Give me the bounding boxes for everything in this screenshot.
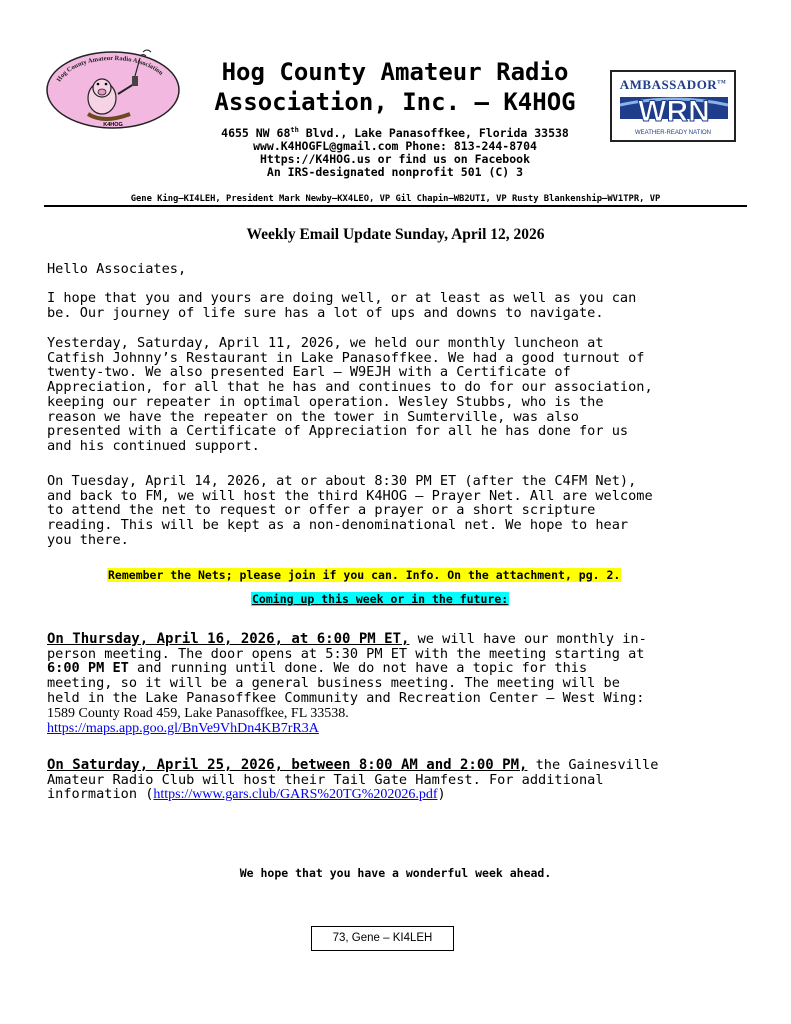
coming-up-heading: Coming up this week or in the future:: [252, 592, 509, 606]
wrn-ambassador-logo: [610, 70, 736, 142]
org-title-line2: Association, Inc. – K4HOG: [214, 88, 576, 116]
event-meeting: On Thursday, April 16, 2026, at 6:00 PM ET, we will have our monthly in- person meeting. The door opens at 5:30 PM ET with the meeting starting at 6:00 PM ET and running until done. We do not have a topic for this meeting, so it will be a general business meeting. The meeting will be held in the Lake Panasoffkee Community and Recreation Center – West Wing: 1589 County Road 459, Lake Panasoffkee, FL 33538. https://maps.app.goo.gl/BnVe9VhDn4KB7rR3A: [47, 631, 647, 737]
hog-county-logo: [44, 44, 182, 132]
event-meeting-lead: On Thursday, April 16, 2026, at 6:00 PM ET,: [47, 631, 410, 647]
logo-badge-text: K4HOG: [103, 122, 123, 128]
paragraph-intro: I hope that you and yours are doing well, or at least as well as you can be. Our journey of life sure has a lot of ups and downs to navigate.: [47, 290, 637, 321]
wrn-emblem-icon: [620, 91, 728, 125]
address-line: 4655 NW 68th Blvd., Lake Panasoffkee, Florida 33538: [221, 125, 569, 140]
update-title: Weekly Email Update Sunday, April 12, 2026: [246, 226, 545, 243]
org-contact-block: [190, 124, 600, 179]
hog-logo-icon: [44, 44, 182, 132]
web-line: Https://K4HOG.us or find us on Facebook: [259, 151, 531, 166]
meeting-address: 1589 County Road 459, Lake Panasoffkee, FL 33538.: [47, 705, 349, 721]
contact-line: www.K4HOGFL@gmail.com Phone: 813-244-8704: [253, 138, 537, 153]
officers-line: Gene King–KI4LEH, President Mark Newby–KX4LEO, VP Gil Chapin–WB2UTI, VP Rusty Blankenship–WV1TPR, VP: [130, 194, 661, 204]
meeting-map-link[interactable]: https://maps.app.goo.gl/BnVe9VhDn4KB7rR3A: [47, 721, 319, 737]
org-title: [190, 57, 600, 117]
logo-arc-text: Hog County Amateur Radio Association: [55, 54, 165, 84]
signature-box: 73, Gene – KI4LEH: [311, 926, 454, 951]
paragraph-luncheon: Yesterday, Saturday, April 11, 2026, we held our monthly luncheon at Catfish Johnny’s Restaurant in Lake Panasoffkee. We had a good turnout of twenty-two. We also presented Earl – W9EJH with a Certificate of Appreciation, for all that he has and continues to do for our association, keeping our repeater in optimal operation. Wesley Stubbs, who is the reason we have the repeater on the tower in Sumterville, was also presented with a Certificate of Appreciation for all he has done for us and his continued support.: [47, 335, 653, 454]
paragraph-prayer-net: On Tuesday, April 14, 2026, at or about 8:30 PM ET (after the C4FM Net), and back to FM, we will host the third K4HOG – Prayer Net. All are welcome to attend the net to request or offer a prayer or a short scripture reading. This will be kept as a non-denominational net. We hope to hear you there.: [47, 473, 653, 548]
event-hamfest-lead: On Saturday, April 25, 2026, between 8:00 AM and 2:00 PM,: [47, 757, 528, 773]
ambassador-text: AMBASSADOR™: [619, 77, 727, 92]
org-title-line1: Hog County Amateur Radio: [221, 58, 569, 86]
header-divider: [44, 205, 747, 207]
closing-line: We hope that you have a wonderful week ahead.: [239, 866, 552, 880]
wrn-letters: WRN: [638, 95, 710, 125]
greeting: Hello Associates,: [47, 261, 187, 277]
wrn-subtitle: WEATHER-READY NATION: [634, 130, 711, 136]
nets-reminder-banner: Remember the Nets; please join if you can. Info. On the attachment, pg. 2.: [108, 568, 621, 582]
meeting-time: 6:00 PM ET: [47, 660, 129, 677]
hamfest-info-link[interactable]: https://www.gars.club/GARS%20TG%202026.pdf: [153, 787, 438, 803]
event-hamfest: On Saturday, April 25, 2026, between 8:00 AM and 2:00 PM, the Gainesville Amateur Radio Club will host their Tail Gate Hamfest. For additional information (https://www.gars.club/GARS%20TG%202026.pdf): [47, 757, 659, 803]
nonprofit-line: An IRS-designated nonprofit 501 (C) 3: [266, 164, 524, 179]
